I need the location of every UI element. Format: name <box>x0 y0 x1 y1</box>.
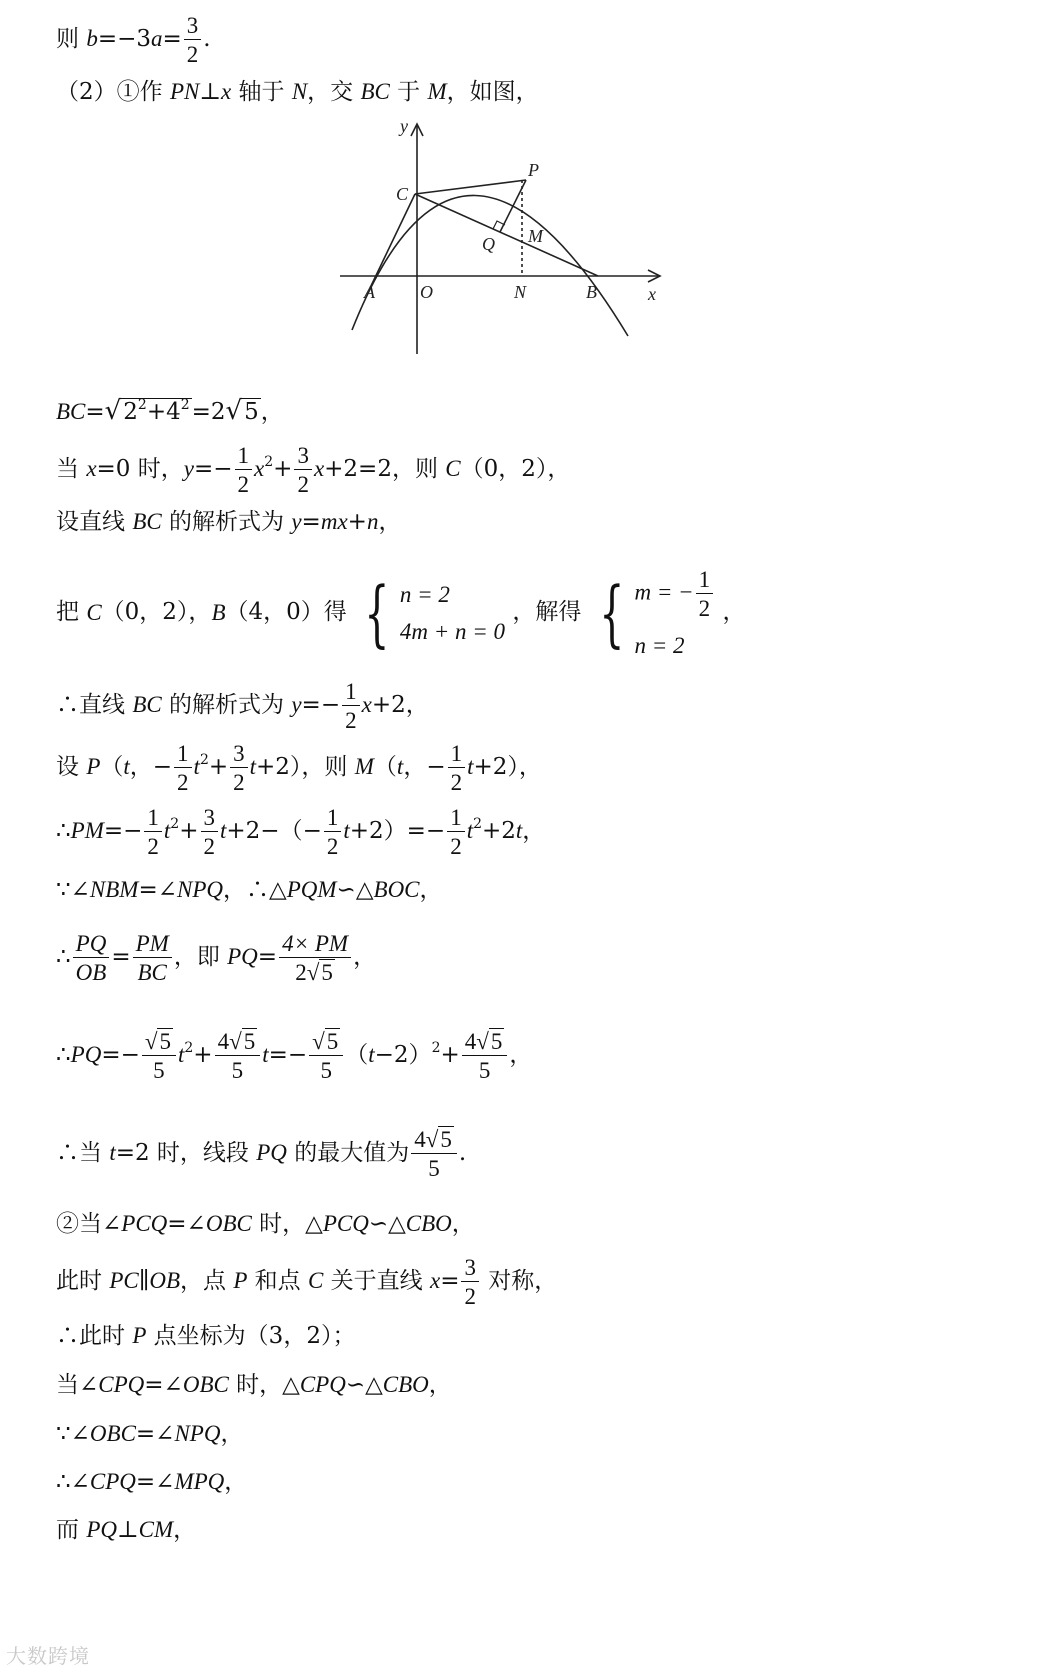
var: t <box>177 1042 185 1067</box>
radicand: 5 <box>321 960 333 985</box>
var: t <box>163 818 171 843</box>
var: t <box>396 754 404 779</box>
var: CPQ <box>89 1469 136 1494</box>
fraction <box>696 568 714 620</box>
denominator: 2 <box>345 708 357 733</box>
text: −2） <box>374 1042 432 1068</box>
var: BC <box>132 509 162 534</box>
text: ∽△ <box>336 877 374 903</box>
var: P <box>233 1268 248 1293</box>
text: 设 <box>56 754 87 780</box>
text: ， <box>353 944 377 970</box>
text: 时，△ <box>251 1211 323 1237</box>
text: ∽△ <box>368 1211 406 1237</box>
var: CBO <box>405 1211 452 1236</box>
text: ，∴△ <box>223 877 287 903</box>
fraction <box>279 932 351 984</box>
denominator: BC <box>137 960 167 985</box>
text: ， <box>224 1469 248 1495</box>
text: =− <box>301 692 341 718</box>
equation: n = 2 <box>399 581 450 607</box>
text: + <box>208 754 229 780</box>
exp: 2 <box>184 1040 194 1056</box>
coef: 4 <box>464 1029 477 1054</box>
denominator: 5 <box>320 1058 332 1083</box>
text: . <box>203 26 211 52</box>
radicand: 5 <box>243 1029 256 1054</box>
fraction <box>184 14 202 66</box>
text: . <box>458 1140 467 1166</box>
text: ∵∠ <box>56 1421 90 1447</box>
text: ， <box>260 399 284 425</box>
numerator: 3 <box>201 806 219 832</box>
radicand: 5 <box>159 1029 171 1054</box>
text: 当 <box>56 456 87 482</box>
label-p: P <box>528 160 539 180</box>
var: t <box>262 1042 269 1067</box>
text: 当∠ <box>56 1372 99 1398</box>
denominator: 5 <box>428 1156 440 1181</box>
segment-cb <box>415 194 598 276</box>
text: + <box>347 509 367 535</box>
text: =∠ <box>144 1372 183 1398</box>
line-19 <box>56 1470 247 1494</box>
text: =∠ <box>135 1469 175 1495</box>
text: ⊥ <box>116 1517 139 1543</box>
segment-cp <box>415 180 526 194</box>
var: C <box>445 456 461 481</box>
var: t <box>368 1042 375 1067</box>
line-8 <box>56 742 542 794</box>
numerator: 3 <box>294 444 312 470</box>
label-x: x <box>648 284 656 304</box>
brace-icon: { <box>598 570 625 655</box>
denominator: 2 <box>297 472 309 497</box>
text: 对称， <box>480 1268 558 1294</box>
text: ， <box>722 599 746 625</box>
text: 轴于 <box>231 79 292 105</box>
text: 此时 <box>56 1268 110 1294</box>
var: PQ <box>227 944 258 969</box>
parabola-figure <box>340 118 710 380</box>
denominator: 2 <box>177 770 189 795</box>
denominator: 2 <box>203 834 215 859</box>
line-7 <box>56 680 429 732</box>
var: y <box>291 692 302 717</box>
text: ∴∠ <box>56 1469 90 1495</box>
text: +2）， <box>473 754 542 780</box>
label-q: Q <box>482 234 495 254</box>
text: = <box>111 944 131 970</box>
var: OB <box>149 1268 180 1293</box>
watermark: 大数跨境 <box>6 1644 90 1668</box>
text: +2），则 <box>256 754 355 780</box>
text: 和点 <box>247 1268 308 1294</box>
var: x <box>220 79 232 104</box>
fraction <box>324 806 342 858</box>
denominator: 2 <box>237 472 250 497</box>
numerator: √5 <box>142 1030 176 1056</box>
text: =∠ <box>167 1211 206 1237</box>
denominator: 2 <box>698 596 711 621</box>
var: M <box>354 754 374 779</box>
text: =− <box>101 1042 140 1068</box>
line-17 <box>56 1373 452 1397</box>
fraction <box>142 1030 176 1082</box>
text: 时，△ <box>228 1372 300 1398</box>
text: ，− <box>403 754 446 780</box>
text: （0，2）， <box>101 599 212 625</box>
numerator: PM <box>133 932 172 958</box>
var: PC <box>109 1268 139 1293</box>
denominator: 2 <box>233 770 245 795</box>
equation: m = − <box>634 579 694 605</box>
denominator: 2 <box>326 834 339 859</box>
line-14 <box>56 1212 475 1236</box>
fraction <box>201 806 219 858</box>
denominator: 2 <box>450 834 462 859</box>
var: CBO <box>382 1372 429 1397</box>
radicand: 5 <box>244 399 259 425</box>
text: ， <box>522 818 546 844</box>
label-n: N <box>514 282 527 302</box>
fraction <box>461 1256 479 1308</box>
numerator: 3 <box>184 14 202 40</box>
var: BC <box>132 692 162 717</box>
var: P <box>86 754 101 779</box>
var: OBC <box>182 1372 229 1397</box>
var: M <box>427 79 447 104</box>
text: 关于直线 <box>323 1268 430 1294</box>
text: ∴此时 <box>56 1323 133 1349</box>
line-5 <box>56 510 401 534</box>
fraction <box>73 932 110 984</box>
sqrt-icon: √ <box>104 396 122 426</box>
text: ， <box>428 1372 452 1398</box>
text: +2=2，则 <box>324 456 446 482</box>
text: =0 时， <box>96 456 184 482</box>
exp: 2 <box>170 816 180 832</box>
line-11 <box>56 932 376 984</box>
denominator: 2 <box>186 42 199 67</box>
line-10 <box>56 878 443 902</box>
text: = <box>162 26 182 52</box>
exp: 2 <box>199 752 209 768</box>
text: （ <box>100 754 124 780</box>
line-15 <box>56 1256 557 1308</box>
exp: 2 <box>473 816 482 832</box>
text: ∴ <box>56 944 71 970</box>
text: + <box>179 818 199 844</box>
text: 把 <box>56 599 87 625</box>
text: ，点 <box>180 1268 234 1294</box>
text: ， <box>419 877 443 903</box>
var: BC <box>360 79 390 104</box>
var: MPQ <box>174 1469 225 1494</box>
line-20 <box>56 1518 196 1542</box>
text: =∠ <box>135 1421 175 1447</box>
radicand: 5 <box>440 1127 452 1152</box>
segment-ca <box>370 194 415 288</box>
text: ，交 <box>307 79 361 105</box>
text: + <box>273 456 293 482</box>
denominator: 5 <box>231 1058 244 1083</box>
var: mx <box>320 509 348 534</box>
var: t <box>220 818 227 843</box>
line-16 <box>56 1324 355 1348</box>
text: ∽△ <box>345 1372 383 1398</box>
numerator: 3 <box>230 742 248 768</box>
fraction <box>462 1030 508 1082</box>
fraction <box>230 742 248 794</box>
text: 设直线 <box>56 509 133 535</box>
label-a: A <box>364 282 375 302</box>
text: + <box>440 1042 460 1068</box>
label-b: B <box>586 282 597 302</box>
fraction <box>235 444 253 496</box>
denominator: 2 <box>464 1284 476 1309</box>
var: N <box>291 79 308 104</box>
var: PCQ <box>322 1211 369 1236</box>
var: CPQ <box>299 1372 346 1397</box>
coef: 4 <box>414 1127 426 1152</box>
denominator: OB <box>75 960 107 985</box>
numerator: 1 <box>696 568 714 594</box>
numerator: 1 <box>447 806 465 832</box>
var: x <box>86 456 97 481</box>
var: PQ <box>86 1517 117 1542</box>
label-y: y <box>400 118 408 136</box>
denominator: 2√5 <box>295 960 333 985</box>
text: 点坐标为（3，2）； <box>146 1323 356 1349</box>
label-c: C <box>396 184 409 204</box>
var: NPQ <box>177 877 224 902</box>
brace-icon: { <box>364 570 390 655</box>
sqrt-icon: √ <box>225 396 243 426</box>
text: （0，2）， <box>460 456 571 482</box>
var: y <box>183 456 194 481</box>
var: n <box>366 509 379 534</box>
fraction <box>342 680 360 732</box>
radicand: 5 <box>326 1029 339 1054</box>
fraction <box>144 806 162 858</box>
text: ∴直线 <box>56 692 133 718</box>
var: NPQ <box>174 1421 221 1446</box>
exp: 2 <box>264 454 274 470</box>
var: B <box>211 600 226 625</box>
text: = <box>301 509 321 535</box>
text: ， <box>220 1421 244 1447</box>
text: +2）=− <box>349 818 446 844</box>
numerator: 4√5 <box>462 1030 508 1056</box>
var: OBC <box>89 1421 136 1446</box>
var: CPQ <box>98 1372 145 1397</box>
text: （ <box>345 1042 369 1068</box>
var-a: a <box>151 26 163 51</box>
denominator: 5 <box>478 1058 491 1083</box>
text: =∠ <box>138 877 178 903</box>
text: 则 <box>56 26 87 52</box>
var: t <box>515 818 523 843</box>
equation: 4m + n = 0 <box>399 618 506 644</box>
line-3 <box>56 398 284 424</box>
text: ， <box>378 509 402 535</box>
equation-system-1 <box>354 570 506 655</box>
var-b: b <box>86 26 98 51</box>
var: P <box>132 1323 147 1348</box>
parabola-curve <box>352 195 628 336</box>
line-2 <box>56 80 539 104</box>
text: ②当∠ <box>56 1211 122 1237</box>
var: BC <box>56 399 86 424</box>
denominator: 2 <box>450 770 463 795</box>
equation: n = 2 <box>634 633 685 658</box>
var: PQM <box>286 877 337 902</box>
line-13 <box>56 1128 466 1180</box>
var: NBM <box>89 877 139 902</box>
text: （4，0）得 <box>225 599 347 625</box>
text: ， <box>509 1042 533 1068</box>
fraction <box>174 742 192 794</box>
var: t <box>466 818 474 843</box>
text: = <box>440 1268 460 1294</box>
numerator: 1 <box>342 680 360 706</box>
var: C <box>86 600 102 625</box>
var: t <box>467 754 474 779</box>
text: +2， <box>371 692 429 718</box>
radicand: 5 <box>490 1029 503 1054</box>
text: （ <box>373 754 397 780</box>
denominator: 5 <box>153 1058 165 1083</box>
var: PQ <box>70 1042 102 1067</box>
fraction <box>133 932 172 984</box>
var: x <box>313 456 325 481</box>
line-9 <box>56 806 545 858</box>
fraction <box>411 1128 457 1180</box>
fraction <box>448 742 466 794</box>
exp: 2 <box>431 1040 441 1056</box>
text: =−3 <box>97 26 151 52</box>
var: x <box>429 1268 441 1293</box>
text: 的解析式为 <box>161 509 292 535</box>
exp: 2 <box>137 397 147 413</box>
numerator: √5 <box>309 1030 343 1056</box>
denominator: 2 <box>147 834 159 859</box>
radicand <box>121 398 191 425</box>
line-18 <box>56 1422 243 1446</box>
text: 而 <box>56 1517 87 1543</box>
text: ∵∠ <box>56 877 90 903</box>
base: +4 <box>146 399 181 425</box>
fraction <box>215 1030 261 1082</box>
numerator: 1 <box>324 806 342 832</box>
var: t <box>343 818 350 843</box>
var: OBC <box>205 1211 252 1236</box>
line-1 <box>56 14 211 66</box>
numerator: 4√5 <box>411 1128 457 1154</box>
text: （2）①作 <box>56 79 170 105</box>
var: t <box>249 754 257 779</box>
var: BOC <box>373 877 420 902</box>
numerator: PQ <box>73 932 110 958</box>
var: PCQ <box>121 1211 168 1236</box>
var: x <box>361 692 372 717</box>
text: ， <box>173 1517 197 1543</box>
var: y <box>291 509 302 534</box>
text: ，解得 <box>512 599 582 625</box>
text: =2 <box>191 399 226 425</box>
var: t <box>193 754 200 779</box>
text: = <box>85 399 105 425</box>
exp: 2 <box>180 397 190 413</box>
text: 于 <box>389 79 428 105</box>
fraction <box>294 444 312 496</box>
text: ， <box>451 1211 475 1237</box>
numerator: 4√5 <box>215 1030 261 1056</box>
text: ∴当 <box>56 1140 110 1166</box>
fraction <box>447 806 465 858</box>
numerator: 1 <box>144 806 162 832</box>
var: t <box>109 1140 116 1165</box>
base: 2 <box>123 399 138 425</box>
text: ，即 <box>173 944 228 970</box>
numerator: 1 <box>235 444 253 470</box>
line-6 <box>56 568 745 657</box>
text: ，如图， <box>446 79 539 105</box>
var: x <box>254 456 265 481</box>
var: t <box>123 754 130 779</box>
text: 的最大值为 <box>286 1140 410 1166</box>
numerator: 4× PM <box>279 932 351 958</box>
text: =− <box>103 818 143 844</box>
var: C <box>308 1268 324 1293</box>
text: +2 <box>482 818 516 844</box>
numerator: 1 <box>174 742 192 768</box>
var: CM <box>138 1517 174 1542</box>
text: +2−（− <box>226 818 322 844</box>
numerator: 1 <box>448 742 466 768</box>
line-12 <box>56 1030 532 1082</box>
text: ∥ <box>138 1268 150 1294</box>
label-m: M <box>528 226 543 246</box>
coef: 4 <box>217 1029 230 1054</box>
text: 的解析式为 <box>161 692 292 718</box>
var: PN <box>169 79 200 104</box>
var: PQ <box>256 1140 287 1165</box>
equation-system-2 <box>589 568 715 657</box>
text: =− <box>268 1042 308 1068</box>
fraction <box>309 1030 343 1082</box>
line-4 <box>56 444 570 496</box>
coef: 2 <box>295 960 307 985</box>
text: + <box>193 1042 213 1068</box>
text: = <box>257 944 278 970</box>
text: ⊥ <box>199 79 221 105</box>
text: ∴ <box>56 818 71 844</box>
numerator: 3 <box>461 1256 479 1282</box>
label-o: O <box>420 282 433 302</box>
text: =− <box>193 456 233 482</box>
var: PM <box>70 818 104 843</box>
text: ∴ <box>56 1042 71 1068</box>
text: =2 时，线段 <box>115 1140 257 1166</box>
text: ，− <box>129 754 173 780</box>
